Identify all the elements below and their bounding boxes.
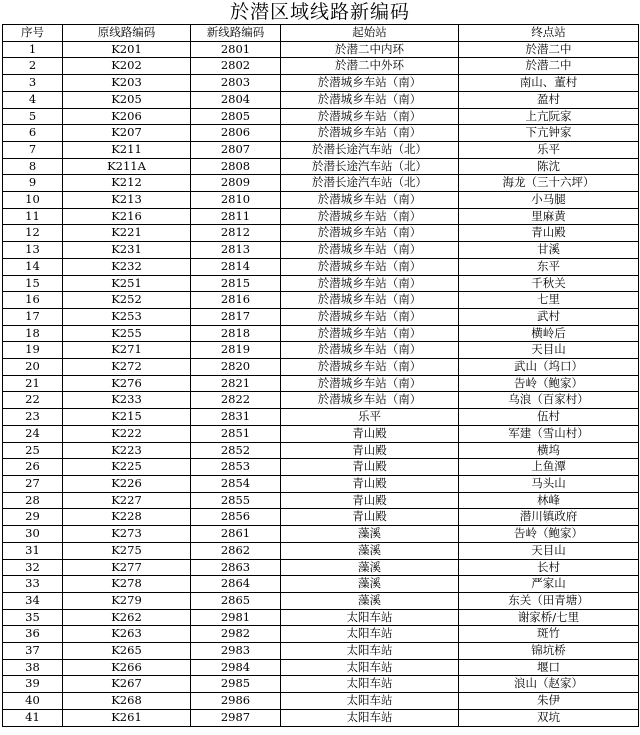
table-row [3, 75, 639, 92]
table-row [3, 459, 639, 476]
cell-new-code: 2803 [191, 75, 281, 92]
table-row [3, 442, 639, 459]
cell-start-station: 太阳车站 [281, 626, 459, 643]
cell-start-station: 青山殿 [281, 492, 459, 509]
cell-start-station: 藻溪 [281, 559, 459, 576]
table-row [3, 158, 639, 175]
cell-old-code: K203 [63, 75, 191, 92]
table-row [3, 409, 639, 426]
cell-old-code: K202 [63, 58, 191, 75]
cell-start-station: 於潜城乡车站（南） [281, 91, 459, 108]
table-row [3, 542, 639, 559]
cell-end-station: 乌浪（百家村） [459, 392, 639, 409]
cell-old-code: K222 [63, 425, 191, 442]
cell-new-code: 2809 [191, 175, 281, 192]
table-row [3, 559, 639, 576]
cell-end-station: 东关（田青塘） [459, 592, 639, 609]
table-row [3, 242, 639, 259]
table-row [3, 108, 639, 125]
cell-end-station: 千秋关 [459, 275, 639, 292]
table-row [3, 41, 639, 58]
cell-end-station: 青山殿 [459, 225, 639, 242]
table-row [3, 576, 639, 593]
cell-new-code: 2820 [191, 359, 281, 376]
cell-new-code: 2862 [191, 542, 281, 559]
cell-new-code: 2865 [191, 592, 281, 609]
cell-start-station: 太阳车站 [281, 693, 459, 710]
cell-old-code: K221 [63, 225, 191, 242]
cell-old-code: K201 [63, 41, 191, 58]
cell-index: 36 [3, 626, 63, 643]
cell-old-code: K255 [63, 325, 191, 342]
cell-old-code: K225 [63, 459, 191, 476]
table-header [3, 25, 639, 42]
cell-index: 35 [3, 609, 63, 626]
cell-old-code: K272 [63, 359, 191, 376]
header-row [3, 25, 639, 42]
cell-index: 23 [3, 409, 63, 426]
cell-new-code: 2821 [191, 375, 281, 392]
cell-old-code: K273 [63, 526, 191, 543]
cell-end-station: 林峰 [459, 492, 639, 509]
cell-start-station: 青山殿 [281, 425, 459, 442]
cell-start-station: 太阳车站 [281, 643, 459, 660]
cell-start-station: 太阳车站 [281, 659, 459, 676]
table-body [3, 41, 639, 726]
cell-old-code: K275 [63, 542, 191, 559]
cell-old-code: K279 [63, 592, 191, 609]
cell-old-code: K206 [63, 108, 191, 125]
cell-old-code: K271 [63, 342, 191, 359]
cell-start-station: 青山殿 [281, 459, 459, 476]
cell-new-code: 2981 [191, 609, 281, 626]
cell-index: 33 [3, 576, 63, 593]
cell-start-station: 於潜长途汽车站（北） [281, 175, 459, 192]
table-row [3, 325, 639, 342]
table-row [3, 626, 639, 643]
cell-end-station: 南山、董村 [459, 75, 639, 92]
cell-start-station: 於潜城乡车站（南） [281, 108, 459, 125]
table-row [3, 693, 639, 710]
table-row [3, 492, 639, 509]
cell-old-code: K215 [63, 409, 191, 426]
cell-start-station: 於潜长途汽车站（北） [281, 158, 459, 175]
cell-start-station: 於潜城乡车站（南） [281, 325, 459, 342]
table-row [3, 342, 639, 359]
cell-end-station: 谢家桥/七里 [459, 609, 639, 626]
cell-new-code: 2817 [191, 308, 281, 325]
cell-end-station: 军建（雪山村） [459, 425, 639, 442]
cell-index: 31 [3, 542, 63, 559]
header-start-station: 起始站 [281, 25, 459, 42]
cell-new-code: 2806 [191, 125, 281, 142]
cell-old-code: K211A [63, 158, 191, 175]
cell-end-station: 告岭（鲍家） [459, 526, 639, 543]
cell-new-code: 2855 [191, 492, 281, 509]
header-new-code: 新线路编码 [191, 25, 281, 42]
cell-old-code: K276 [63, 375, 191, 392]
cell-old-code: K266 [63, 659, 191, 676]
cell-new-code: 2818 [191, 325, 281, 342]
cell-end-station: 海龙（三十六坪） [459, 175, 639, 192]
cell-end-station: 东平 [459, 258, 639, 275]
cell-end-station: 严家山 [459, 576, 639, 593]
cell-old-code: K253 [63, 308, 191, 325]
cell-start-station: 藻溪 [281, 542, 459, 559]
cell-new-code: 2983 [191, 643, 281, 660]
cell-start-station: 於潜城乡车站（南） [281, 275, 459, 292]
cell-old-code: K223 [63, 442, 191, 459]
cell-end-station: 武村 [459, 308, 639, 325]
cell-index: 15 [3, 275, 63, 292]
cell-old-code: K226 [63, 475, 191, 492]
cell-new-code: 2984 [191, 659, 281, 676]
cell-end-station: 双坑 [459, 709, 639, 726]
cell-new-code: 2801 [191, 41, 281, 58]
cell-old-code: K213 [63, 192, 191, 209]
cell-start-station: 於潜城乡车站（南） [281, 208, 459, 225]
cell-start-station: 乐平 [281, 409, 459, 426]
cell-new-code: 2816 [191, 292, 281, 309]
cell-new-code: 2856 [191, 509, 281, 526]
cell-index: 13 [3, 242, 63, 259]
cell-new-code: 2805 [191, 108, 281, 125]
cell-new-code: 2987 [191, 709, 281, 726]
cell-end-station: 告岭（鲍家） [459, 375, 639, 392]
cell-index: 38 [3, 659, 63, 676]
cell-new-code: 2982 [191, 626, 281, 643]
cell-new-code: 2814 [191, 258, 281, 275]
cell-start-station: 於潜城乡车站（南） [281, 292, 459, 309]
cell-new-code: 2810 [191, 192, 281, 209]
cell-index: 25 [3, 442, 63, 459]
cell-end-station: 伍村 [459, 409, 639, 426]
cell-index: 10 [3, 192, 63, 209]
cell-start-station: 於潜城乡车站（南） [281, 75, 459, 92]
cell-end-station: 长村 [459, 559, 639, 576]
cell-new-code: 2852 [191, 442, 281, 459]
cell-old-code: K277 [63, 559, 191, 576]
cell-new-code: 2807 [191, 141, 281, 158]
cell-start-station: 於潜长途汽车站（北） [281, 141, 459, 158]
cell-new-code: 2815 [191, 275, 281, 292]
cell-old-code: K262 [63, 609, 191, 626]
cell-new-code: 2802 [191, 58, 281, 75]
table-row [3, 208, 639, 225]
route-code-table [2, 24, 639, 727]
cell-index: 41 [3, 709, 63, 726]
cell-end-station: 陈沈 [459, 158, 639, 175]
table-row [3, 375, 639, 392]
cell-end-station: 於潜二中 [459, 41, 639, 58]
cell-index: 14 [3, 258, 63, 275]
table-row [3, 359, 639, 376]
table-row [3, 659, 639, 676]
cell-start-station: 於潜城乡车站（南） [281, 392, 459, 409]
cell-start-station: 青山殿 [281, 509, 459, 526]
cell-index: 6 [3, 125, 63, 142]
cell-index: 32 [3, 559, 63, 576]
cell-new-code: 2864 [191, 576, 281, 593]
cell-start-station: 太阳车站 [281, 676, 459, 693]
cell-old-code: K252 [63, 292, 191, 309]
cell-start-station: 太阳车站 [281, 609, 459, 626]
cell-start-station: 於潜城乡车站（南） [281, 359, 459, 376]
cell-start-station: 於潜二中内环 [281, 41, 459, 58]
cell-start-station: 於潜城乡车站（南） [281, 125, 459, 142]
cell-old-code: K212 [63, 175, 191, 192]
table-row [3, 125, 639, 142]
cell-end-station: 乐平 [459, 141, 639, 158]
cell-new-code: 2831 [191, 409, 281, 426]
cell-old-code: K205 [63, 91, 191, 108]
cell-new-code: 2861 [191, 526, 281, 543]
cell-start-station: 於潜城乡车站（南） [281, 225, 459, 242]
cell-index: 7 [3, 141, 63, 158]
cell-end-station: 盈村 [459, 91, 639, 108]
header-end-station: 终点站 [459, 25, 639, 42]
cell-index: 4 [3, 91, 63, 108]
cell-new-code: 2812 [191, 225, 281, 242]
cell-index: 3 [3, 75, 63, 92]
cell-new-code: 2985 [191, 676, 281, 693]
table-row [3, 425, 639, 442]
cell-end-station: 横岭后 [459, 325, 639, 342]
table-row [3, 475, 639, 492]
cell-old-code: K251 [63, 275, 191, 292]
cell-index: 30 [3, 526, 63, 543]
cell-new-code: 2808 [191, 158, 281, 175]
cell-index: 34 [3, 592, 63, 609]
cell-old-code: K263 [63, 626, 191, 643]
cell-end-station: 天目山 [459, 342, 639, 359]
table-row [3, 609, 639, 626]
cell-index: 18 [3, 325, 63, 342]
cell-old-code: K216 [63, 208, 191, 225]
table-row [3, 225, 639, 242]
cell-index: 28 [3, 492, 63, 509]
cell-end-station: 下亢钟家 [459, 125, 639, 142]
table-row [3, 509, 639, 526]
cell-start-station: 青山殿 [281, 442, 459, 459]
header-index: 序号 [3, 25, 63, 42]
cell-end-station: 上亢阮家 [459, 108, 639, 125]
cell-start-station: 藻溪 [281, 576, 459, 593]
cell-new-code: 2822 [191, 392, 281, 409]
table-row [3, 592, 639, 609]
cell-index: 21 [3, 375, 63, 392]
cell-index: 39 [3, 676, 63, 693]
table-row [3, 192, 639, 209]
table-row [3, 258, 639, 275]
cell-index: 27 [3, 475, 63, 492]
cell-start-station: 藻溪 [281, 526, 459, 543]
cell-index: 17 [3, 308, 63, 325]
cell-end-station: 浪山（赵家） [459, 676, 639, 693]
table-row [3, 308, 639, 325]
cell-new-code: 2851 [191, 425, 281, 442]
cell-start-station: 於潜城乡车站（南） [281, 242, 459, 259]
cell-new-code: 2863 [191, 559, 281, 576]
table-row [3, 526, 639, 543]
cell-end-station: 小马腿 [459, 192, 639, 209]
cell-index: 12 [3, 225, 63, 242]
cell-start-station: 於潜城乡车站（南） [281, 375, 459, 392]
cell-old-code: K278 [63, 576, 191, 593]
cell-new-code: 2813 [191, 242, 281, 259]
cell-start-station: 太阳车站 [281, 709, 459, 726]
cell-index: 5 [3, 108, 63, 125]
cell-old-code: K231 [63, 242, 191, 259]
cell-index: 9 [3, 175, 63, 192]
cell-start-station: 青山殿 [281, 475, 459, 492]
cell-start-station: 於潜城乡车站（南） [281, 308, 459, 325]
cell-index: 2 [3, 58, 63, 75]
cell-index: 24 [3, 425, 63, 442]
cell-old-code: K233 [63, 392, 191, 409]
cell-index: 26 [3, 459, 63, 476]
cell-new-code: 2853 [191, 459, 281, 476]
cell-end-station: 於潜二中 [459, 58, 639, 75]
cell-end-station: 横坞 [459, 442, 639, 459]
table-row [3, 292, 639, 309]
cell-end-station: 潜川镇政府 [459, 509, 639, 526]
cell-end-station: 堰口 [459, 659, 639, 676]
cell-end-station: 斑竹 [459, 626, 639, 643]
cell-index: 11 [3, 208, 63, 225]
cell-end-station: 七里 [459, 292, 639, 309]
cell-start-station: 於潜城乡车站（南） [281, 342, 459, 359]
cell-old-code: K227 [63, 492, 191, 509]
page-title: 於潜区域线路新编码 [229, 1, 410, 23]
cell-start-station: 於潜城乡车站（南） [281, 258, 459, 275]
cell-start-station: 藻溪 [281, 592, 459, 609]
cell-end-station: 武山（坞口） [459, 359, 639, 376]
cell-new-code: 2811 [191, 208, 281, 225]
cell-end-station: 马头山 [459, 475, 639, 492]
cell-new-code: 2819 [191, 342, 281, 359]
cell-old-code: K232 [63, 258, 191, 275]
table-row [3, 392, 639, 409]
cell-index: 40 [3, 693, 63, 710]
cell-start-station: 於潜二中外环 [281, 58, 459, 75]
cell-index: 20 [3, 359, 63, 376]
header-old-code: 原线路编码 [63, 25, 191, 42]
cell-index: 1 [3, 41, 63, 58]
cell-start-station: 於潜城乡车站（南） [281, 192, 459, 209]
cell-new-code: 2854 [191, 475, 281, 492]
cell-index: 16 [3, 292, 63, 309]
cell-index: 22 [3, 392, 63, 409]
cell-index: 19 [3, 342, 63, 359]
table-row [3, 175, 639, 192]
cell-old-code: K211 [63, 141, 191, 158]
table-row [3, 275, 639, 292]
cell-index: 8 [3, 158, 63, 175]
cell-old-code: K265 [63, 643, 191, 660]
cell-end-station: 朱伊 [459, 693, 639, 710]
cell-old-code: K207 [63, 125, 191, 142]
cell-end-station: 锦坑桥 [459, 643, 639, 660]
cell-end-station: 上鱼潭 [459, 459, 639, 476]
table-row [3, 643, 639, 660]
cell-new-code: 2986 [191, 693, 281, 710]
cell-index: 29 [3, 509, 63, 526]
table-row [3, 141, 639, 158]
table-row [3, 709, 639, 726]
cell-end-station: 甘溪 [459, 242, 639, 259]
cell-old-code: K261 [63, 709, 191, 726]
table-row [3, 91, 639, 108]
cell-old-code: K267 [63, 676, 191, 693]
cell-index: 37 [3, 643, 63, 660]
cell-end-station: 里麻黄 [459, 208, 639, 225]
table-row [3, 58, 639, 75]
cell-old-code: K268 [63, 693, 191, 710]
cell-end-station: 天目山 [459, 542, 639, 559]
cell-new-code: 2804 [191, 91, 281, 108]
cell-old-code: K228 [63, 509, 191, 526]
table-row [3, 676, 639, 693]
